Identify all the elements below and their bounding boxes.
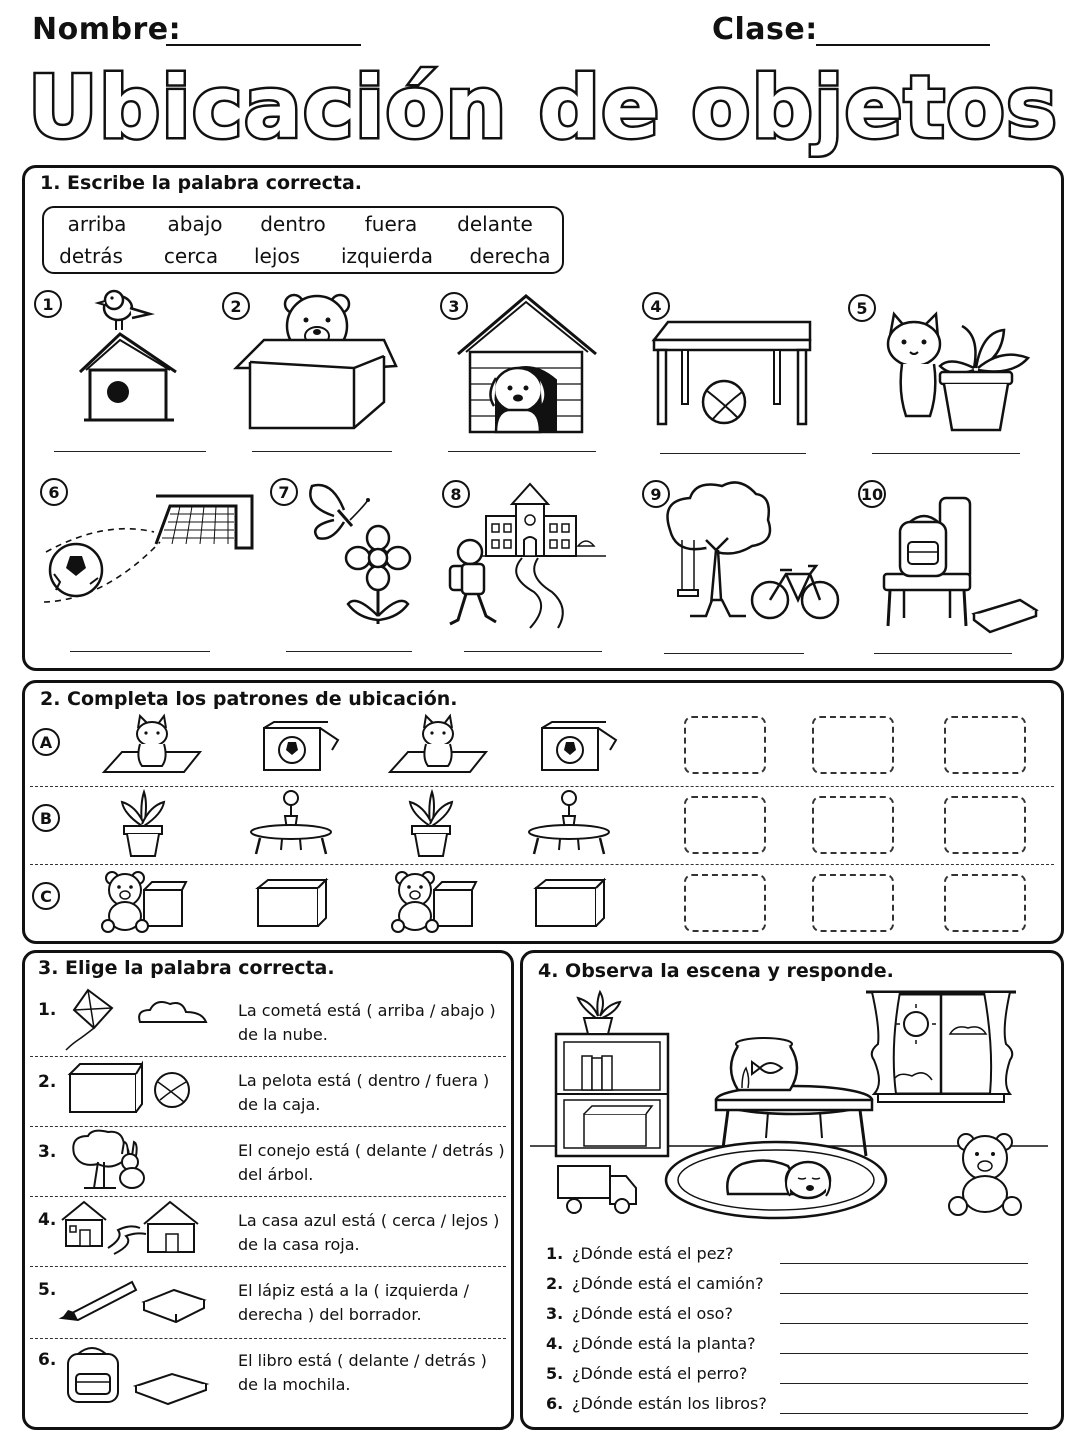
answer-line[interactable] bbox=[780, 1322, 1028, 1324]
cat-on-mat-icon bbox=[102, 714, 202, 776]
section-1-title: 1. Escribe la palabra correcta. bbox=[40, 172, 363, 194]
answer-line[interactable] bbox=[780, 1292, 1028, 1294]
rabbit-and-tree-icon bbox=[70, 1128, 150, 1190]
word-bank-item: delante bbox=[457, 212, 533, 236]
answer-line-2[interactable] bbox=[252, 450, 392, 452]
pattern-a-answer-box[interactable] bbox=[944, 716, 1026, 774]
birdhouse-bird-illustration bbox=[78, 286, 182, 426]
question-number: 2. bbox=[546, 1274, 564, 1293]
row-label-a: A bbox=[32, 728, 60, 756]
question-text: ¿Dónde está la planta? bbox=[572, 1334, 756, 1353]
name-label: Nombre: bbox=[32, 12, 182, 47]
question-text: ¿Dónde está el oso? bbox=[572, 1304, 733, 1323]
answer-line[interactable] bbox=[780, 1412, 1028, 1414]
answer-line-3[interactable] bbox=[448, 450, 596, 452]
dog-in-doghouse-illustration bbox=[456, 294, 600, 438]
word-bank-item: dentro bbox=[260, 212, 326, 236]
closed-box-icon bbox=[256, 878, 328, 928]
question-number: 1. bbox=[546, 1244, 564, 1263]
answer-line-5[interactable] bbox=[872, 452, 1020, 454]
question-text: de la nube. bbox=[238, 1025, 328, 1044]
ball-and-goal-illustration bbox=[44, 490, 258, 608]
backpack-and-book-icon bbox=[64, 1340, 210, 1406]
word-bank-item: detrás bbox=[59, 244, 123, 268]
item-number-6: 6 bbox=[40, 478, 68, 506]
pencil-and-eraser-icon bbox=[58, 1276, 208, 1324]
question-text: de la mochila. bbox=[238, 1375, 351, 1394]
pattern-b-answer-box[interactable] bbox=[684, 796, 766, 854]
ball-under-table-illustration bbox=[652, 320, 814, 428]
teddy-in-box-illustration bbox=[234, 292, 398, 432]
living-room-scene-illustration bbox=[528, 988, 1058, 1224]
answer-line-4[interactable] bbox=[660, 452, 806, 454]
pattern-c-answer-box[interactable] bbox=[944, 874, 1026, 932]
question-text[interactable]: El conejo está ( delante / detrás ) bbox=[238, 1141, 505, 1160]
question-text[interactable]: derecha ) del borrador. bbox=[238, 1305, 422, 1324]
cat-beside-plant-illustration bbox=[882, 312, 1032, 434]
question-text[interactable]: La pelota está ( dentro / fuera ) bbox=[238, 1071, 490, 1090]
item-number-7: 7 bbox=[270, 478, 298, 506]
answer-line-1[interactable] bbox=[54, 450, 206, 452]
pattern-c-answer-box[interactable] bbox=[812, 874, 894, 932]
question-text: ¿Dónde está el pez? bbox=[572, 1244, 734, 1263]
word-bank-item: arriba bbox=[67, 212, 127, 236]
question-text: ¿Dónde está el perro? bbox=[572, 1364, 748, 1383]
question-text[interactable]: La casa azul está ( cerca / lejos ) bbox=[238, 1211, 500, 1230]
box-and-ball-icon bbox=[68, 1062, 198, 1116]
row-divider bbox=[30, 1266, 506, 1267]
answer-line-7[interactable] bbox=[286, 650, 412, 652]
answer-line-6[interactable] bbox=[70, 650, 210, 652]
answer-line-9[interactable] bbox=[664, 652, 804, 654]
item-number-9: 9 bbox=[642, 480, 670, 508]
question-number: 6. bbox=[38, 1350, 57, 1370]
question-number: 3. bbox=[546, 1304, 564, 1323]
word-bank-item: derecha bbox=[469, 244, 551, 268]
row-divider bbox=[30, 1126, 506, 1127]
potted-plant-icon bbox=[118, 790, 168, 858]
row-divider bbox=[30, 1196, 506, 1197]
question-text: de la casa roja. bbox=[238, 1235, 360, 1254]
question-number: 5. bbox=[38, 1280, 57, 1300]
row-divider bbox=[30, 1338, 506, 1339]
answer-line[interactable] bbox=[780, 1352, 1028, 1354]
word-bank-item: cerca bbox=[163, 244, 219, 268]
row-divider bbox=[30, 864, 1054, 865]
item-number-4: 4 bbox=[642, 292, 670, 320]
word-bank-item: izquierda bbox=[340, 244, 434, 268]
word-bank-item: lejos bbox=[253, 244, 301, 268]
question-number: 1. bbox=[38, 1000, 57, 1020]
class-label: Clase: bbox=[712, 12, 818, 47]
question-text[interactable]: El libro está ( delante / detrás ) bbox=[238, 1351, 487, 1370]
question-text[interactable]: La cometá está ( arriba / abajo ) bbox=[238, 1001, 496, 1020]
two-houses-icon bbox=[60, 1198, 206, 1256]
pattern-a-answer-box[interactable] bbox=[812, 716, 894, 774]
item-number-1: 1 bbox=[34, 290, 62, 318]
pattern-b-answer-box[interactable] bbox=[944, 796, 1026, 854]
question-number: 3. bbox=[38, 1142, 57, 1162]
name-input-line[interactable] bbox=[166, 44, 361, 46]
flower-on-table-icon bbox=[248, 790, 334, 856]
row-label-b: B bbox=[32, 804, 60, 832]
closed-box-icon bbox=[534, 878, 606, 928]
kite-and-cloud-icon bbox=[62, 988, 212, 1052]
answer-line[interactable] bbox=[780, 1262, 1028, 1264]
butterfly-above-flower-illustration bbox=[304, 476, 424, 628]
question-number: 2. bbox=[38, 1072, 57, 1092]
pattern-a-answer-box[interactable] bbox=[684, 716, 766, 774]
item-number-5: 5 bbox=[848, 294, 876, 322]
backpack-on-chair-illustration bbox=[880, 496, 1040, 632]
cat-on-mat-icon bbox=[388, 714, 488, 776]
item-number-10: 10 bbox=[858, 480, 886, 508]
tree-and-bicycle-illustration bbox=[660, 480, 840, 622]
question-text: ¿Dónde están los libros? bbox=[572, 1394, 767, 1413]
row-label-c: C bbox=[32, 882, 60, 910]
answer-line-8[interactable] bbox=[464, 650, 602, 652]
section-4-title: 4. Observa la escena y responde. bbox=[538, 960, 894, 982]
question-text: del árbol. bbox=[238, 1165, 314, 1184]
question-text: ¿Dónde está el camión? bbox=[572, 1274, 764, 1293]
page-title: Ubicación de objetos bbox=[27, 58, 1059, 158]
flower-on-table-icon bbox=[526, 790, 612, 856]
class-input-line[interactable] bbox=[816, 44, 990, 46]
section-2-title: 2. Completa los patrones de ubicación. bbox=[40, 688, 458, 710]
question-number: 5. bbox=[546, 1364, 564, 1383]
question-number: 4. bbox=[38, 1210, 57, 1230]
item-number-3: 3 bbox=[440, 292, 468, 320]
word-bank-item: abajo bbox=[167, 212, 223, 236]
question-number: 6. bbox=[546, 1394, 564, 1413]
item-number-2: 2 bbox=[222, 292, 250, 320]
section-3-title: 3. Elige la palabra correcta. bbox=[38, 957, 335, 979]
pattern-b-answer-box[interactable] bbox=[812, 796, 894, 854]
pattern-c-answer-box[interactable] bbox=[684, 874, 766, 932]
ball-in-box-icon bbox=[262, 720, 342, 772]
word-bank-item: fuera bbox=[364, 212, 418, 236]
question-text: de la caja. bbox=[238, 1095, 321, 1114]
boy-far-from-school-illustration bbox=[446, 480, 612, 632]
question-number: 4. bbox=[546, 1334, 564, 1353]
potted-plant-icon bbox=[406, 790, 456, 858]
row-divider bbox=[30, 786, 1054, 787]
teddy-beside-box-icon bbox=[388, 870, 476, 932]
teddy-beside-box-icon bbox=[98, 870, 186, 932]
answer-line[interactable] bbox=[780, 1382, 1028, 1384]
question-text[interactable]: El lápiz está a la ( izquierda / bbox=[238, 1281, 470, 1300]
answer-line-10[interactable] bbox=[874, 652, 1012, 654]
row-divider bbox=[30, 1056, 506, 1057]
item-number-8: 8 bbox=[442, 480, 470, 508]
ball-in-box-icon bbox=[540, 720, 620, 772]
